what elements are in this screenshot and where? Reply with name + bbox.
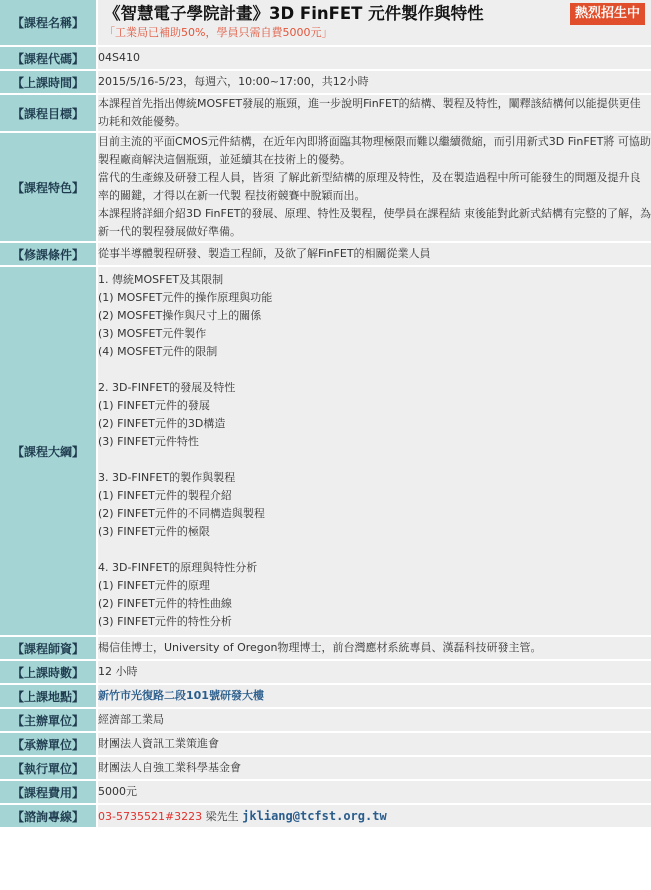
enrollment-badge: 熱烈招生中 [570,3,645,25]
outline-heading: 4. 3D-FINFET的原理與特性分析 [98,561,258,574]
row-location [0,685,651,709]
row-course-goal [0,95,651,133]
outline-item: (2) FINFET元件的不同構造與製程 [98,507,265,520]
row-contact [0,805,651,829]
row-hours [0,661,651,685]
executor: 財團法人自強工業科學基金會 [98,757,651,781]
class-time: 2015/5/16-5/23，每週六，10:00~17:00，共12小時 [98,71,651,95]
row-course-feature [0,133,651,243]
course-title: 《智慧電子學院計畫》3D FinFET 元件製作與特性 [104,4,484,23]
contact-email[interactable]: jkliang@tcfst.org.tw [242,808,387,823]
label-prerequisites: 【修課條件】 [0,243,98,267]
row-outline [0,267,651,637]
outline-heading: 2. 3D-FINFET的發展及特性 [98,381,236,394]
label-organizer: 【主辦單位】 [0,709,98,733]
label-contact: 【諮詢專線】 [0,805,98,829]
location-link[interactable]: 新竹市光復路二段101號研發大樓 [98,689,264,702]
teacher: 楊信佳博士，University of Oregon物理博士，前台灣應材系統專員、漢磊科技研發主管。 [98,637,651,661]
outline [98,267,651,637]
feature-paragraph: 當代的生產線及研發工程人員，皆須 了解此新型結構的原理及特性，及在製造過程中所可能發生的問題及提升良率的關鍵，才得以在新一代製 程技術競賽中脫穎而出。 [98,171,641,202]
outline-spacer [98,541,651,559]
outline-item: (2) FINFET元件的特性曲線 [98,597,232,610]
label-hours: 【上課時數】 [0,661,98,685]
outline-item: (3) FINFET元件的極限 [98,525,210,538]
feature-paragraph: 本課程將詳細介紹3D FinFET的發展、原理、特性及製程，使學員在課程結 束後能對此新式結構有完整的了解，為新一代的製程發展做好準備。 [98,207,651,238]
outline-item: (2) FINFET元件的3D構造 [98,417,226,430]
label-course-code: 【課程代碼】 [0,47,98,71]
row-course-code [0,47,651,71]
subsidy-note: 「工業局已補助50%，學員只需自費5000元」 [104,26,333,39]
outline-spacer [98,361,651,379]
outline-section [98,559,651,631]
label-class-time: 【上課時間】 [0,71,98,95]
contact-cell [98,805,651,829]
outline-item: (3) FINFET元件的特性分析 [98,615,232,628]
row-contractor [0,733,651,757]
outline-spacer [98,451,651,469]
outline-section [98,379,651,451]
label-course-feature: 【課程特色】 [0,133,98,243]
course-goal: 本課程首先指出傳統MOSFET發展的瓶頸，進一步說明FinFET的結構、製程及特性，闡釋該結構何以能提供更佳功耗和效能優勢。 [98,95,651,133]
label-outline: 【課程大綱】 [0,267,98,637]
label-course-goal: 【課程目標】 [0,95,98,133]
organizer: 經濟部工業局 [98,709,651,733]
label-course-name: 【課程名稱】 [0,0,98,47]
title-line [104,3,645,25]
row-prerequisites [0,243,651,267]
row-executor [0,757,651,781]
row-organizer [0,709,651,733]
course-code: 04S410 [98,47,651,71]
outline-section [98,469,651,541]
contractor: 財團法人資訊工業策進會 [98,733,651,757]
contact-person: 梁先生 [205,809,239,823]
label-teacher: 【課程師資】 [0,637,98,661]
location-cell [98,685,651,709]
outline-item: (3) FINFET元件特性 [98,435,199,448]
row-course-name [0,0,651,47]
outline-item: (1) FINFET元件的發展 [98,399,210,412]
course-feature [98,133,651,243]
outline-heading: 3. 3D-FINFET的製作與製程 [98,471,236,484]
outline-item: (4) MOSFET元件的限制 [98,345,218,358]
prerequisites: 從事半導體製程研發、製造工程師，及欲了解FinFET的相關從業人員 [98,243,651,267]
course-name-cell [98,0,651,47]
label-executor: 【執行單位】 [0,757,98,781]
row-fee [0,781,651,805]
outline-item: (3) MOSFET元件製作 [98,327,207,340]
outline-item: (2) MOSFET操作與尺寸上的關係 [98,309,262,322]
class-hours: 12 小時 [98,661,651,685]
course-fee: 5000元 [98,781,651,805]
outline-item: (1) FINFET元件的原理 [98,579,210,592]
label-fee: 【課程費用】 [0,781,98,805]
label-contractor: 【承辦單位】 [0,733,98,757]
feature-paragraph: 目前主流的平面CMOS元件結構，在近年內即將面臨其物理極限而難以繼續微縮，而引用新式3D FinFET將 可協助製程廠商解決這個瓶頸，並延續其在技術上的優勢。 [98,135,651,166]
outline-section [98,271,651,361]
outline-heading: 1. 傳統MOSFET及其限制 [98,273,224,286]
label-location: 【上課地點】 [0,685,98,709]
outline-item: (1) MOSFET元件的操作原理與功能 [98,291,273,304]
contact-phone[interactable]: 03-5735521#3223 [98,809,203,823]
row-class-time [0,71,651,95]
row-teacher [0,637,651,661]
outline-item: (1) FINFET元件的製程介紹 [98,489,232,502]
